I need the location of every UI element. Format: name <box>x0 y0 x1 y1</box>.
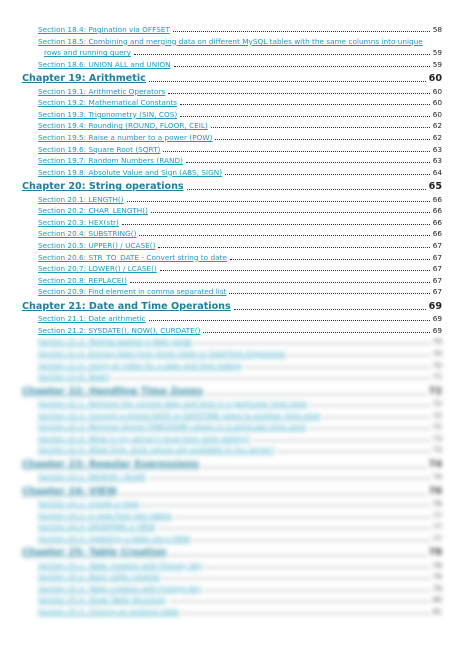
dot-leader <box>234 308 426 310</box>
toc-entry-title[interactable]: Section 20.6: STR_TO_DATE - Convert string to date <box>38 252 227 262</box>
toc-page-number: 74 <box>428 459 442 470</box>
toc-page-number: 60 <box>432 86 442 96</box>
toc-entry-title[interactable]: Section 19.7: Random Numbers (RAND) <box>38 156 183 166</box>
dot-leader <box>158 246 429 248</box>
toc-entry-title[interactable]: Section 20.4: SUBSTRING() <box>38 229 137 239</box>
toc-section-entry[interactable] <box>38 57 442 69</box>
dot-leader <box>225 173 430 175</box>
blurred-preview-overlay <box>0 336 474 670</box>
toc-page-number: 73 <box>432 445 442 455</box>
toc-entry-title[interactable]: Section 21.4: Extract Date from Given Date or DateTime Expression <box>38 349 287 358</box>
toc-entry-title[interactable]: Section 25.3: Table creation with Foreign Key <box>38 583 203 593</box>
toc-entry-title[interactable]: Section 25.5: Cloning an existing table <box>38 607 180 616</box>
dot-leader <box>211 126 430 128</box>
toc-page-number: 81 <box>432 607 442 616</box>
dot-leader <box>173 30 430 32</box>
toc-page-number: 60 <box>432 109 442 119</box>
toc-page-number: 78 <box>432 560 442 570</box>
toc-entry-title[interactable]: Section 20.8: REPLACE() <box>38 275 128 285</box>
toc-entry-title[interactable]: Section 23.1: REGEXP / RLIKE <box>38 472 146 482</box>
toc-page-number: 76 <box>428 485 442 497</box>
toc-entry-title[interactable]: Section 20.9: Find element in comma separated list <box>38 287 227 297</box>
toc-page-number: 69 <box>428 301 442 312</box>
toc-page-number: 58 <box>432 25 442 34</box>
toc-page-number: 80 <box>432 595 442 605</box>
toc-entry-title[interactable]: Section 18.5: Combining and merging data on different MySQL tables with the same columns into unique <box>38 36 423 46</box>
toc-page-number: 60 <box>428 73 442 85</box>
toc-section-entry[interactable] <box>38 153 442 165</box>
toc-entry-title[interactable]: Section 19.6: Square Root (SQRT) <box>38 144 161 154</box>
toc-page-number: 73 <box>432 433 442 443</box>
toc-section-entry[interactable] <box>38 142 442 154</box>
dot-leader <box>149 319 430 321</box>
dot-leader <box>122 223 430 225</box>
toc-page-number: 66 <box>432 217 442 227</box>
toc-page-number: 67 <box>432 275 442 285</box>
toc-entry-title[interactable]: Section 19.2: Mathematical Constants <box>38 98 178 108</box>
toc-page-number: 67 <box>432 241 442 250</box>
toc-section-entry[interactable] <box>38 226 442 238</box>
toc-page-number: 59 <box>432 59 442 69</box>
toc-page-number: 70 <box>432 360 442 370</box>
toc-entry-title[interactable]: Section 21.6: Now() <box>38 372 111 382</box>
dot-leader <box>168 92 429 94</box>
toc-page-number: 65 <box>428 181 442 193</box>
dot-leader <box>151 211 430 213</box>
toc-page-number: 78 <box>428 547 442 559</box>
toc-page-number: 63 <box>432 144 442 154</box>
toc-entry-title[interactable]: Section 22.1: Retrieve the current date and time in a particular time zone <box>38 399 308 408</box>
toc-page-number: 67 <box>432 287 442 297</box>
toc-entry-title[interactable]: Section 19.1: Arithmetic Operators <box>38 86 166 96</box>
toc-entry-title[interactable]: Chapter 24: VIEW <box>22 485 118 497</box>
toc-page-number: 69 <box>432 325 442 335</box>
toc-entry-title[interactable]: Chapter 20: String operations <box>22 181 184 193</box>
toc-section-entry[interactable] <box>38 215 442 227</box>
toc-section-entry[interactable] <box>38 192 442 204</box>
toc-chapter-entry[interactable] <box>22 70 442 84</box>
toc-entry-title[interactable]: Section 25.1: Table creation with Primary Key <box>38 560 204 570</box>
dot-leader <box>203 331 429 333</box>
dot-leader <box>174 65 430 67</box>
toc-page-number: 60 <box>432 98 442 108</box>
toc-chapter-entry[interactable] <box>22 178 442 192</box>
toc-entry-title[interactable]: Chapter 25: Table Creation <box>22 547 167 559</box>
toc-page-number: 79 <box>432 583 442 593</box>
toc-page-number: 69 <box>432 314 442 324</box>
toc-page-number: 66 <box>432 206 442 216</box>
dot-leader <box>187 188 426 190</box>
toc-entry-title[interactable]: Section 21.1: Date arithmetic <box>38 314 146 324</box>
toc-page-number: 79 <box>432 572 442 582</box>
toc-entry-title[interactable]: Section 20.2: CHAR_LENGTH() <box>38 206 148 216</box>
dot-leader <box>180 115 430 117</box>
toc-entry-title[interactable]: Section 25.4: Show Table Structure <box>38 595 166 605</box>
toc-entry-title[interactable]: Section 19.5: Raise a number to a power (POW) <box>38 133 213 142</box>
toc-section-entry[interactable] <box>38 273 442 285</box>
toc-entry-title[interactable]: Section 20.5: UPPER() / UCASE() <box>38 241 156 250</box>
dot-leader <box>134 53 430 55</box>
toc-entry-title[interactable]: Section 21.3: Testing against a date range <box>38 337 193 347</box>
toc-page-number: 76 <box>432 499 442 508</box>
toc-entry-title[interactable]: Chapter 19: Arithmetic <box>22 73 146 85</box>
toc-section-entry[interactable] <box>38 34 442 46</box>
toc-page-number: 63 <box>432 156 442 166</box>
dot-leader <box>230 258 430 260</box>
dot-leader <box>229 292 429 294</box>
toc-entry-title[interactable]: Section 22.2: Convert a stored DATE or DATETIME value to another time zone <box>38 410 321 420</box>
toc-entry-title[interactable]: Section 20.3: HEX(str) <box>38 217 119 227</box>
toc-page-number: 72 <box>432 422 442 432</box>
toc-section-entry[interactable] <box>38 203 442 215</box>
toc-entry-title[interactable]: rows and running query <box>44 48 131 58</box>
toc-page-number: 64 <box>432 167 442 177</box>
toc-section-entry[interactable] <box>38 84 442 96</box>
toc-entry-title[interactable]: Chapter 21: Date and Time Operations <box>22 301 231 312</box>
toc-entry-title[interactable]: Chapter 23: Regular Expressions <box>22 459 200 470</box>
toc-entry-title[interactable]: Section 19.3: Trigonometry (SIN, COS) <box>38 109 178 119</box>
toc-page-number: 66 <box>432 194 442 204</box>
toc-entry-title[interactable]: Section 19.4: Rounding (ROUND, FLOOR, CEIL) <box>38 121 208 131</box>
toc-page-number: 67 <box>432 252 442 262</box>
toc-entry-title[interactable]: Section 20.7: LOWER() / LCASE() <box>38 264 157 274</box>
dot-leader <box>186 161 430 163</box>
toc-page-number: 67 <box>432 264 442 274</box>
toc-entry-title[interactable]: Section 24.2: A view from two tables <box>38 510 173 520</box>
toc-section-entry[interactable] <box>38 323 442 335</box>
toc-section-entry[interactable] <box>38 238 442 250</box>
dot-leader <box>215 138 429 140</box>
toc-page-number: 72 <box>428 385 442 397</box>
toc-chapter-entry[interactable] <box>22 298 442 312</box>
toc-entry-title[interactable]: Section 19.8: Absolute Value and Sign (ABS, SIGN) <box>38 167 223 177</box>
toc-section-entry[interactable] <box>38 107 442 119</box>
dot-leader <box>127 200 430 202</box>
dot-leader <box>130 281 430 283</box>
toc-section-entry[interactable] <box>38 250 442 262</box>
toc-page-number: 77 <box>432 522 442 532</box>
toc-page-number: 70 <box>432 349 442 358</box>
toc-entry-title[interactable]: Section 21.2: SYSDATE(), NOW(), CURDATE() <box>38 325 201 335</box>
toc-page-number: 70 <box>432 337 442 347</box>
toc-section-entry[interactable] <box>38 261 442 273</box>
dot-leader <box>160 269 430 271</box>
toc-page-number: 62 <box>432 121 442 131</box>
toc-entry-title[interactable]: Section 24.1: Create a View <box>38 499 140 508</box>
toc-section-entry[interactable] <box>44 45 442 57</box>
toc-section-entry[interactable] <box>38 311 442 323</box>
dot-leader <box>180 103 430 105</box>
toc-page-number: 72 <box>432 399 442 408</box>
toc-entry-title[interactable]: Section 25.2: Basic table creation <box>38 572 161 582</box>
toc-page-number: 72 <box>432 410 442 420</box>
toc-entry-title[interactable]: Section 24.4: Updating a table via a VIEW <box>38 533 191 543</box>
toc-entry-title[interactable]: Section 21.5: Using an index for a date and time lookup <box>38 360 242 370</box>
dot-leader <box>163 150 429 152</box>
toc-section-entry[interactable] <box>38 130 442 142</box>
toc-section-entry[interactable] <box>38 95 442 107</box>
toc-entry-title[interactable]: Chapter 22: Handling Time Zones <box>22 385 203 397</box>
dot-leader <box>149 80 426 82</box>
toc-page-number: 66 <box>432 229 442 239</box>
toc-entry-title[interactable]: Section 22.4: What is my server's local time zone setting? <box>38 433 251 443</box>
toc-entry-title[interactable]: Section 18.6: UNION ALL and UNION <box>38 59 171 69</box>
toc-entry-title[interactable]: Section 20.1: LENGTH() <box>38 194 124 204</box>
toc-section-entry[interactable] <box>38 165 442 177</box>
toc-entry-title[interactable]: Section 24.3: DROPPING A VIEW <box>38 522 156 532</box>
toc-page-number: 62 <box>432 133 442 142</box>
toc-entry-title[interactable]: Section 22.3: Retrieve stored TIMESTAMP values in a particular time zone <box>38 422 307 432</box>
toc-page-number: 71 <box>432 372 442 382</box>
toc-page-number: 77 <box>432 510 442 520</box>
dot-leader <box>139 234 429 236</box>
toc-entry-title[interactable]: Section 18.4: Pagination via OFFSET <box>38 25 170 34</box>
toc-page-number: 77 <box>432 533 442 543</box>
toc-page-number: 59 <box>432 48 442 58</box>
toc-entry-title[interactable]: Section 22.5: What time_zone values are available in my server? <box>38 445 275 455</box>
toc-section-entry[interactable] <box>38 284 442 296</box>
toc-page-number: 74 <box>432 472 442 482</box>
toc-section-entry[interactable] <box>38 118 442 130</box>
toc-section-entry[interactable] <box>38 22 442 34</box>
